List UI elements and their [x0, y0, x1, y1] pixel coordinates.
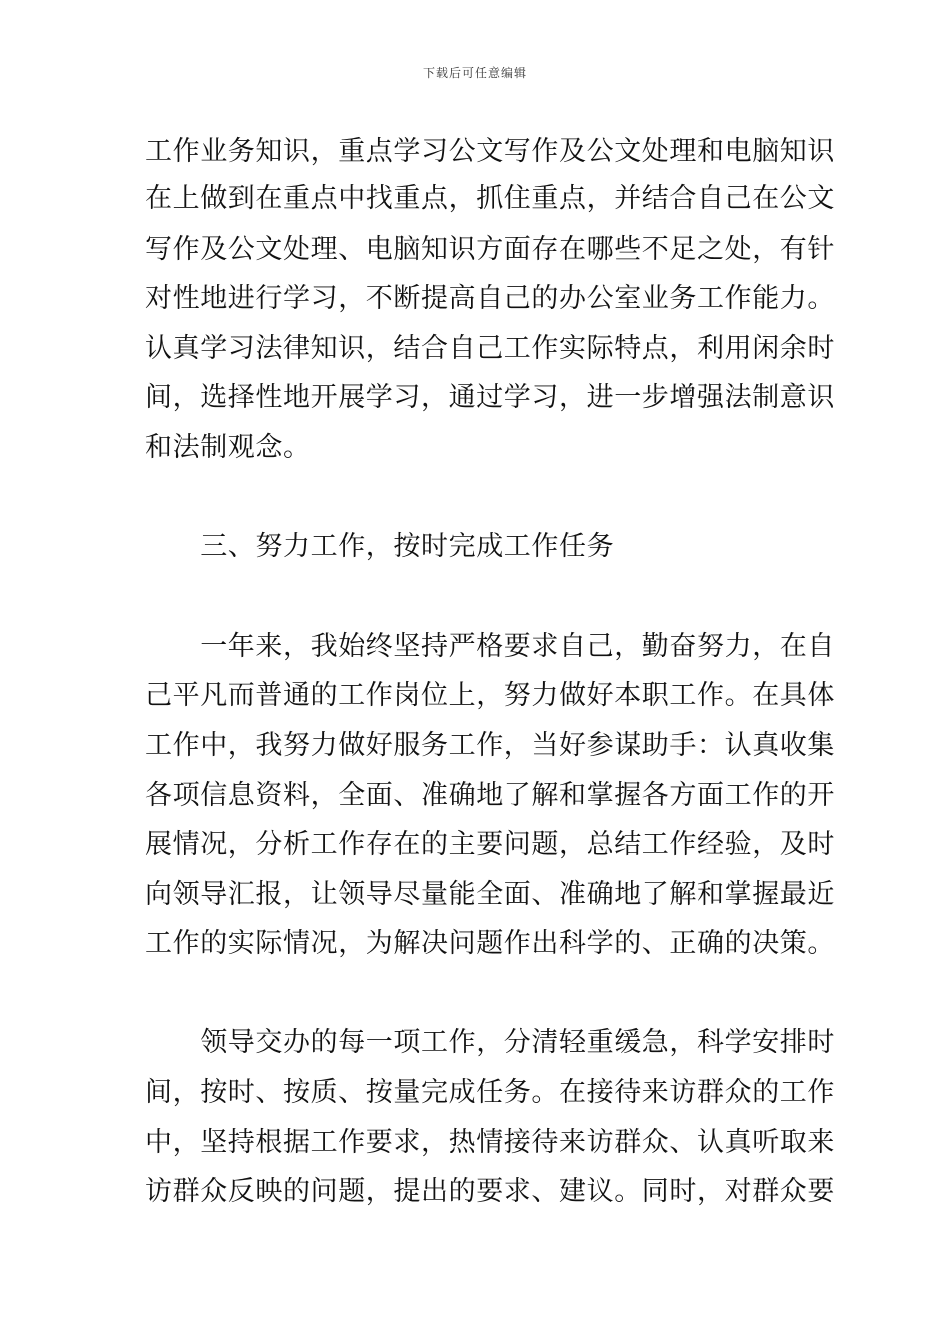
text-line: 向领导汇报，让领导尽量能全面、准确地了解和掌握最近 [145, 879, 835, 910]
text-line: 对性地进行学习，不断提高自己的办公室业务工作能力。 [145, 283, 835, 314]
section-heading: 三、努力工作，按时完成工作任务 [145, 531, 615, 562]
text-line: 和法制观念。 [145, 432, 311, 463]
text-line: 工作业务知识，重点学习公文写作及公文处理和电脑知识 [145, 136, 835, 167]
text-line: 中，坚持根据工作要求，热情接待来访群众、认真听取来 [145, 1127, 835, 1158]
text-line: 一年来，我始终坚持严格要求自己，勤奋努力，在自 [145, 631, 835, 662]
text-line: 写作及公文处理、电脑知识方面存在哪些不足之处，有针 [145, 234, 835, 265]
text-line: 认真学习法律知识，结合自己工作实际特点，利用闲余时 [145, 333, 835, 364]
text-line: 各项信息资料，全面、准确地了解和掌握各方面工作的开 [145, 780, 835, 811]
text-line: 间，选择性地开展学习，通过学习，进一步增强法制意识 [145, 382, 835, 413]
text-line: 在上做到在重点中找重点，抓住重点，并结合自己在公文 [145, 183, 835, 214]
text-line: 工作的实际情况，为解决问题作出科学的、正确的决策。 [145, 928, 835, 959]
text-line: 工作中，我努力做好服务工作，当好参谋助手：认真收集 [145, 730, 835, 761]
text-line: 领导交办的每一项工作，分清轻重缓急，科学安排时 [145, 1027, 835, 1058]
text-line: 展情况，分析工作存在的主要问题，总结工作经验，及时 [145, 829, 835, 860]
text-line: 间，按时、按质、按量完成任务。在接待来访群众的工作 [145, 1077, 835, 1108]
text-line: 访群众反映的问题，提出的要求、建议。同时，对群众要 [145, 1176, 835, 1207]
page-header: 下载后可任意编辑 [422, 66, 527, 80]
text-line: 己平凡而普通的工作岗位上，努力做好本职工作。在具体 [145, 680, 835, 711]
